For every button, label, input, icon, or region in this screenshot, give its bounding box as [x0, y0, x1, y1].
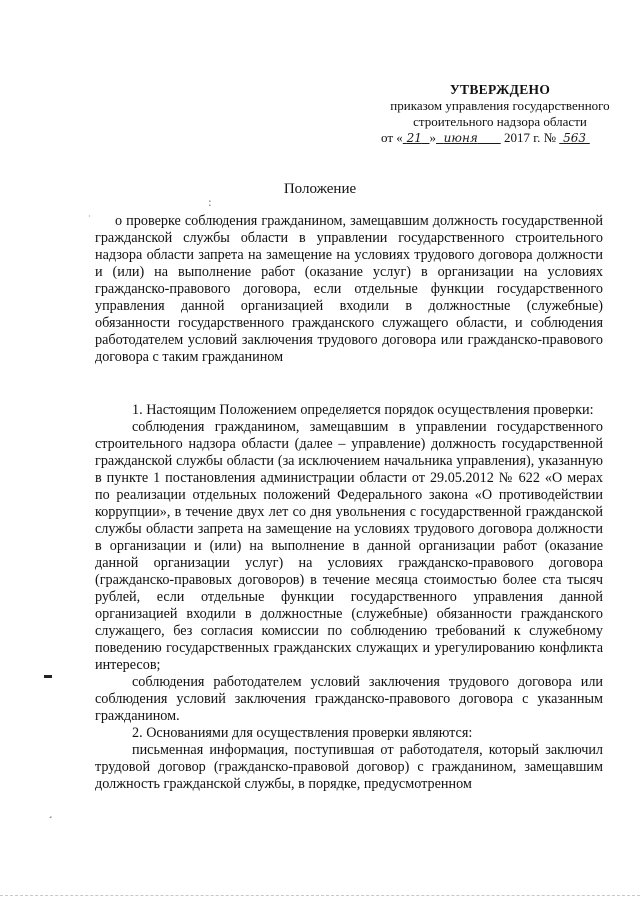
scan-speck: ·	[88, 212, 91, 221]
document-heading: Положение	[283, 181, 357, 197]
paragraph-2: соблюдения гражданином, замещавшим в управлении государственного строительного надзора области (далее – управление) должность государственной гражданской службы области (за исключением начальника управления), указанную в пункте 1 постановления администрации области от 29.05.2012 № 622 «О мерах по реализации отдельных положений Федерального закона «О противодействии коррупции», в течение двух лет со дня увольнения с государственной гражданской службы области запрета на замещение на условиях трудового договора должности в организации и (или) на выполнение в данной организации работ (оказание данной организации услуг) на условиях гражданско-правового договора (гражданско-правовых договоров) в течение месяца стоимостью более ста тысяч рублей, если отдельные функции государственного управления данной организацией входили в должностные (служебные) обязанности гражданского служащего, без согласия комиссии по соблюдению требований к служебному поведению государственных гражданских служащих и урегулированию конфликта интересов;	[95, 419, 603, 673]
approval-line-1: приказом управления государственного	[390, 98, 610, 113]
date-day-handwritten: 21	[406, 131, 422, 145]
paragraph-5: письменная информация, поступившая от работодателя, который заключил трудовой договор (гражданско-правовой договор) с гражданином, замещавшим должность гражданской службы, в порядке, предусмотренном	[95, 742, 603, 792]
approval-line-2: строительного надзора области	[413, 114, 587, 129]
paragraph-4: 2. Основаниями для осуществления проверки являются:	[132, 725, 473, 741]
approval-stamp	[375, 82, 625, 146]
scan-speck: :	[208, 196, 212, 209]
approval-title: УТВЕРЖДЕНО	[449, 82, 551, 97]
page-bottom-edge	[0, 895, 640, 897]
document-subject	[95, 213, 603, 366]
margin-dash-mark	[44, 675, 52, 678]
document-body	[95, 402, 603, 793]
approval-date-line	[375, 130, 625, 146]
paragraph-3: соблюдения работодателем условий заключения трудового договора или соблюдения условий заключения гражданско-правового договора с указанным гражданином.	[95, 674, 603, 724]
paragraph-1: 1. Настоящим Положением определяется порядок осуществления проверки:	[132, 402, 594, 418]
date-month-handwritten: июня	[443, 131, 478, 145]
scan-speck: ¸	[48, 808, 53, 819]
order-number-handwritten: 563	[563, 131, 586, 145]
subject-text: о проверке соблюдения гражданином, замещавшим должность государственной гражданской службы области в управлении государственного строительного надзора области запрета на замещение на условиях трудового договора должности и (или) на выполнение работ (оказание услуг) в организации на условиях гражданско-правового договора, если отдельные функции государственного управления данной организацией входили в должностные (служебные) обязанности государственного гражданского служащего области, и соблюдения работодателем условий заключения трудового договора или гражданско-правового договора с таким гражданином	[95, 213, 603, 365]
date-quote: »	[429, 130, 437, 145]
date-prefix: от «	[381, 130, 403, 145]
date-year: 2017 г. №	[500, 130, 560, 145]
